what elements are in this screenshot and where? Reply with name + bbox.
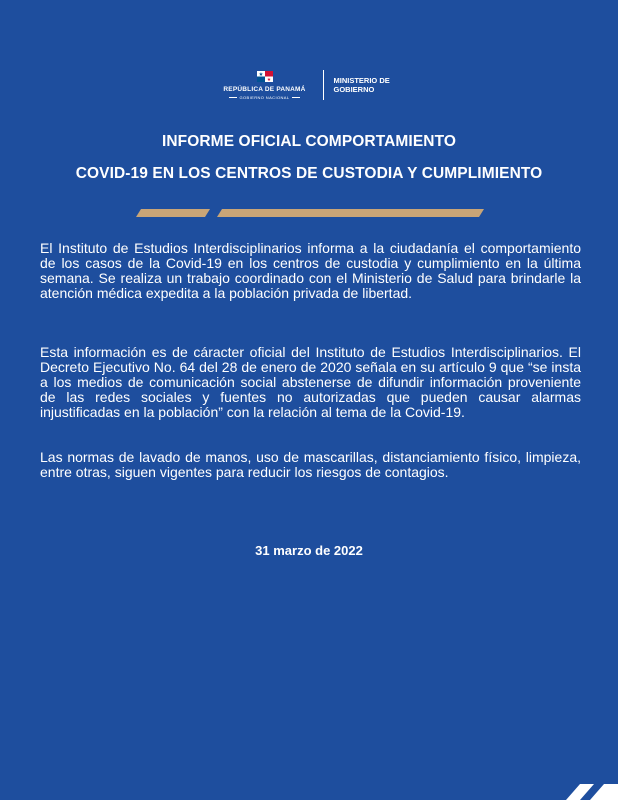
corner-decoration bbox=[528, 770, 618, 800]
ministry-line-1: MINISTERIO DE bbox=[333, 76, 390, 85]
gold-separator bbox=[136, 209, 484, 217]
document-date: 31 marzo de 2022 bbox=[255, 543, 363, 558]
paragraph-2: Esta información es de cáracter oficial del Instituto de Estudios Interdisciplinarios. El Decreto Ejecutivo No. 64 del 28 de enero de 2020 señala en su artículo 9 que “se insta a los medios de comunicación social abstenerse de difundir información proveniente de las redes sociales y fuentes no autorizadas que pueden causar alarmas injustificadas en la población” con la relación al tema de la Covid-19. bbox=[40, 344, 581, 420]
header bbox=[0, 70, 618, 100]
title-line-2: COVID-19 EN LOS CENTROS DE CUSTODIA Y CUMPLIMIENTO bbox=[75, 165, 543, 182]
government-label: GOBIERNO NACIONAL bbox=[239, 94, 290, 100]
title-line-1: INFORME OFICIAL COMPORTAMIENTO bbox=[161, 133, 457, 150]
divider bbox=[292, 97, 300, 98]
panama-flag-icon bbox=[257, 71, 273, 82]
paragraph-1: El Instituto de Estudios Interdisciplinarios informa a la ciudadanía el comportamiento de los casos de la Covid-19 en los centros de custodia y cumplimiento en la última semana. Se realiza un trabajo coordinado con el Ministerio de Salud para brindarle la atención médica expedita a la población privada de libertad. bbox=[40, 240, 581, 301]
government-logo bbox=[215, 71, 315, 100]
ministry-line-2: GOBIERNO bbox=[333, 85, 375, 94]
paragraph-3: Las normas de lavado de manos, uso de mascarillas, distanciamiento físico, limpieza, entre otras, siguen vigentes para reducir los riesgos de contagios. bbox=[40, 449, 581, 480]
ministry-name bbox=[334, 76, 404, 94]
header-divider bbox=[323, 70, 324, 100]
country-subline-row bbox=[226, 95, 304, 100]
divider bbox=[229, 97, 237, 98]
country-name: REPÚBLICA DE PANAMÁ bbox=[223, 85, 306, 93]
